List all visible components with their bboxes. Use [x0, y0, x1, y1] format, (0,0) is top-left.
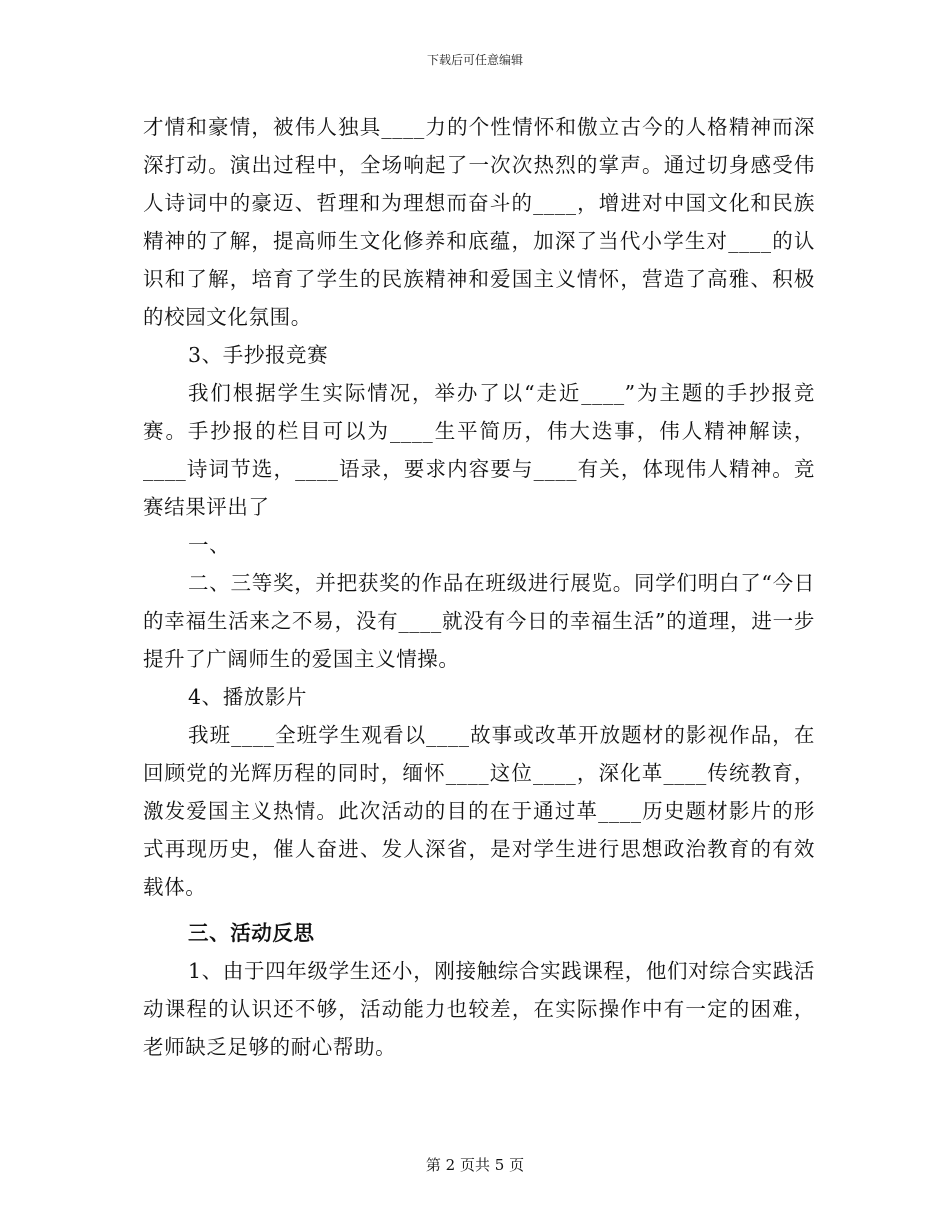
paragraph-2: 我们根据学生实际情况，举办了以“走近____”为主题的手抄报竞赛。手抄报的栏目可以为____生平简历，伟大迭事，伟人精神解读，____诗词节选，____语录，要求内容要与____有关，体现伟人精神。竞赛结果评出了 [143, 381, 815, 519]
section-heading-reflection: 三、活动反思 [188, 921, 315, 945]
paragraph-5: 我班____全班学生观看以____故事或改革开放题材的影视作品，在回顾党的光辉历程的同时，缅怀____这位____，深化革____传统教育，激发爱国主义热情。此次活动的目的在于通过革____历史题材影片的形式再现历史，催人奋进、发人深省，是对学生进行思想政治教育的有效载体。 [143, 723, 815, 899]
paragraph-3: 一、 [188, 533, 231, 557]
page-header: 下载后可任意编辑 [426, 53, 523, 67]
document-body [143, 108, 815, 1066]
paragraph-6: 1、由于四年级学生还小，刚接触综合实践课程，他们对综合实践活动课程的认识还不够，活动能力也较差，在实际操作中有一定的困难，老师缺乏足够的耐心帮助。 [143, 959, 815, 1059]
page-number: 第 2 页共 5 页 [425, 1156, 525, 1174]
heading-film-screening: 4、播放影片 [188, 685, 308, 709]
heading-handwritten-newspaper: 3、手抄报竞赛 [188, 343, 329, 367]
paragraph-1: 才情和豪情，被伟人独具____力的个性情怀和傲立古今的人格精神而深深打动。演出过程中，全场响起了一次次热烈的掌声。通过切身感受伟人诗词中的豪迈、哲理和为理想而奋斗的____，增进对中国文化和民族精神的了解，提高师生文化修养和底蕴，加深了当代小学生对____的认识和了解，培育了学生的民族精神和爱国主义情怀，营造了高雅、积极的校园文化氛围。 [143, 115, 815, 329]
paragraph-4: 二、三等奖，并把获奖的作品在班级进行展览。同学们明白了“今日的幸福生活来之不易，没有____就没有今日的幸福生活”的道理，进一步提升了广阔师生的爱国主义情操。 [143, 571, 815, 671]
